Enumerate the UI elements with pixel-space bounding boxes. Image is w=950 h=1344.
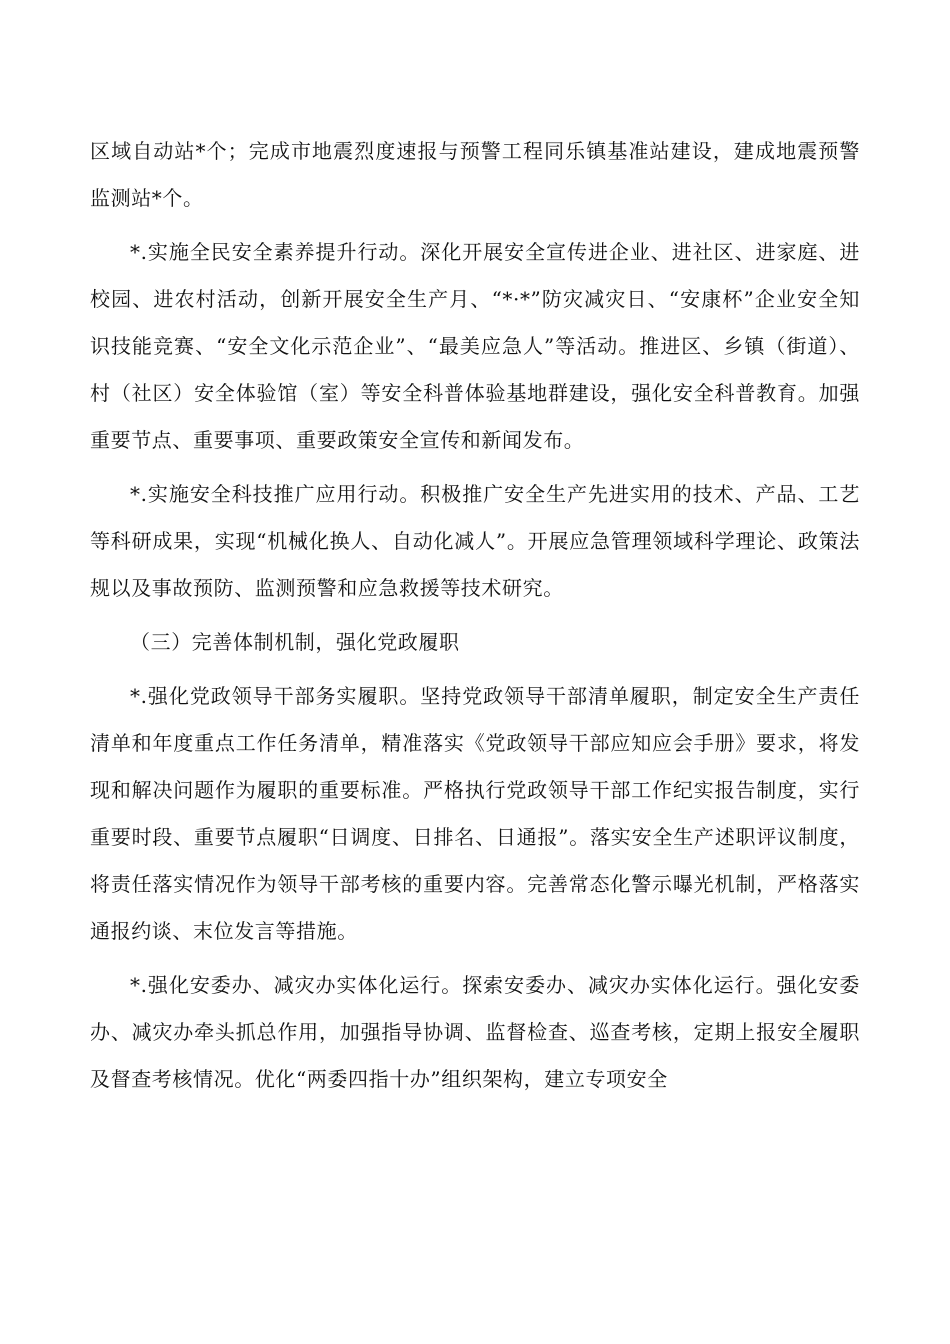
document-page — [90, 128, 860, 1110]
paragraph-party-leadership: *.强化党政领导干部务实履职。坚持党政领导干部清单履职，制定安全生产责任清单和年度重点工作任务清单，精准落实《党政领导干部应知应会手册》要求，将发现和解决问题作为履职的重要标准。严格执行党政领导干部工作纪实报告制度，实行重要时段、重要节点履职“日调度、日排名、日通报”。落实安全生产述职评议制度，将责任落实情况作为领导干部考核的重要内容。完善常态化警示曝光机制，严格落实通报约谈、末位发言等措施。 — [90, 684, 860, 943]
paragraph-safety-literacy: *.实施全民安全素养提升行动。深化开展安全宣传进企业、进社区、进家庭、进校园、进农村活动，创新开展安全生产月、“*·*”防灾减灾日、“安康杯”企业安全知识技能竞赛、“安全文化示范企业”、“最美应急人”等活动。推进区、乡镇（街道）、村（社区）安全体验馆（室）等安全科普体验基地群建设，强化安全科普教育。加强重要节点、重要事项、重要政策安全宣传和新闻发布。 — [90, 240, 860, 452]
section-heading: （三）完善体制机制，强化党政履职 — [130, 630, 460, 654]
paragraph-safety-office: *.强化安委办、减灾办实体化运行。探索安委办、减灾办实体化运行。强化安委办、减灾办牵头抓总作用，加强指导协调、监督检查、巡查考核，定期上报安全履职及督查考核情况。优化“两委四指十办”组织架构，建立专项安全 — [90, 973, 860, 1091]
paragraph-continuation: 区域自动站*个；完成市地震烈度速报与预警工程同乐镇基准站建设，建成地震预警监测站*个。 — [90, 139, 860, 210]
paragraph-safety-technology: *.实施安全科技推广应用行动。积极推广安全生产先进实用的技术、产品、工艺等科研成果，实现“机械化换人、自动化减人”。开展应急管理领域科学理论、政策法规以及事故预防、监测预警和应急救援等技术研究。 — [90, 482, 860, 600]
